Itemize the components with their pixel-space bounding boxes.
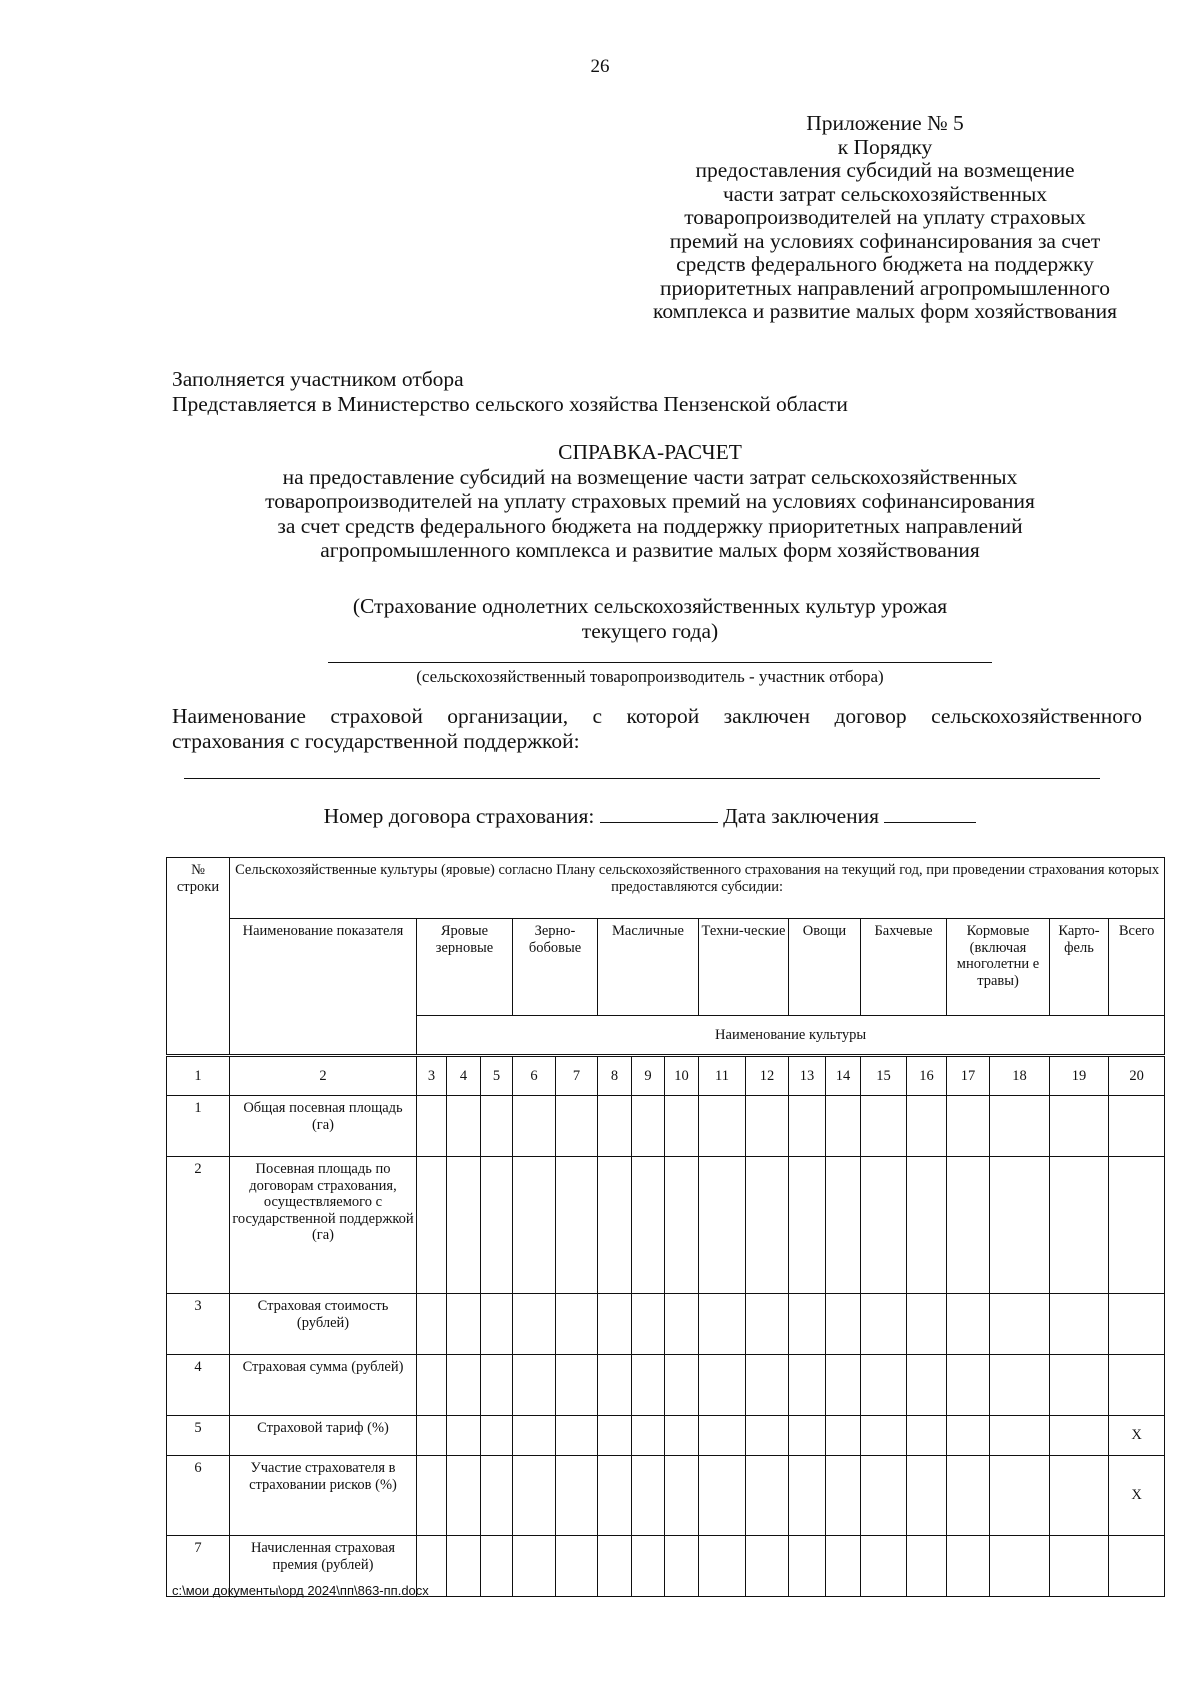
data-cell[interactable]	[699, 1294, 746, 1355]
contract-number-field[interactable]	[600, 804, 718, 823]
data-cell[interactable]	[826, 1157, 861, 1294]
data-cell[interactable]	[861, 1416, 907, 1456]
row-number: 1	[167, 1096, 230, 1157]
data-cell[interactable]	[861, 1157, 907, 1294]
row-indicator-label: Страховая сумма (рублей)	[230, 1355, 417, 1416]
contract-number-label: Номер договора страхования:	[323, 804, 595, 828]
data-cell[interactable]	[907, 1416, 947, 1456]
data-cell[interactable]	[556, 1456, 598, 1536]
appendix-line: средств федерального бюджета на поддержку	[676, 252, 1094, 276]
total-cell[interactable]	[1109, 1294, 1165, 1355]
group-header-melons: Бахчевые	[861, 919, 947, 1016]
column-number: 18	[990, 1056, 1050, 1096]
data-cell[interactable]	[665, 1096, 699, 1157]
row-indicator-label: Начисленная страховая премия (рублей)	[230, 1536, 417, 1597]
data-cell[interactable]	[447, 1416, 481, 1456]
data-cell[interactable]	[990, 1355, 1050, 1416]
data-cell[interactable]	[556, 1096, 598, 1157]
group-header-vegetables: Овощи	[789, 919, 861, 1016]
column-number: 17	[947, 1056, 990, 1096]
data-cell[interactable]	[417, 1157, 447, 1294]
data-cell[interactable]	[699, 1416, 746, 1456]
column-number: 8	[598, 1056, 632, 1096]
data-cell[interactable]	[699, 1456, 746, 1536]
data-cell[interactable]	[1050, 1096, 1109, 1157]
indicator-name-header: Наименование показателя	[230, 919, 417, 1056]
table-row	[167, 1355, 1165, 1416]
row-number: 2	[167, 1157, 230, 1294]
data-cell[interactable]	[947, 1096, 990, 1157]
data-cell[interactable]	[826, 1355, 861, 1416]
data-cell[interactable]	[990, 1096, 1050, 1157]
data-cell[interactable]	[990, 1416, 1050, 1456]
data-cell[interactable]	[481, 1157, 513, 1294]
crops-main-header: Сельскохозяйственные культуры (яровые) согласно Плану сельскохозяйственного страхования на текущий год, при проведении страхования которых предоставляются субсидии:	[230, 858, 1165, 919]
row-number: 4	[167, 1355, 230, 1416]
data-cell[interactable]	[556, 1355, 598, 1416]
data-cell[interactable]	[789, 1294, 826, 1355]
group-header-potato: Карто-фель	[1050, 919, 1109, 1016]
data-cell[interactable]	[481, 1416, 513, 1456]
document-title: СПРАВКА-РАСЧЕТ	[558, 440, 742, 464]
data-cell[interactable]	[447, 1157, 481, 1294]
data-cell[interactable]	[447, 1294, 481, 1355]
data-cell[interactable]	[481, 1096, 513, 1157]
data-cell[interactable]	[598, 1294, 632, 1355]
data-cell[interactable]	[826, 1416, 861, 1456]
data-cell[interactable]	[665, 1157, 699, 1294]
data-cell[interactable]	[513, 1416, 556, 1456]
data-cell[interactable]	[861, 1294, 907, 1355]
data-cell[interactable]	[556, 1536, 598, 1597]
data-cell[interactable]	[447, 1355, 481, 1416]
column-number: 12	[746, 1056, 789, 1096]
row-number: 7	[167, 1536, 230, 1597]
data-cell[interactable]	[990, 1157, 1050, 1294]
data-cell[interactable]	[513, 1157, 556, 1294]
data-cell[interactable]	[947, 1294, 990, 1355]
column-number: 16	[907, 1056, 947, 1096]
data-cell[interactable]	[481, 1536, 513, 1597]
data-cell[interactable]	[789, 1157, 826, 1294]
data-cell[interactable]	[632, 1355, 665, 1416]
data-cell[interactable]	[907, 1157, 947, 1294]
insurance-type	[150, 594, 1150, 644]
data-cell[interactable]	[1050, 1157, 1109, 1294]
data-cell[interactable]	[1050, 1355, 1109, 1416]
data-cell[interactable]	[907, 1294, 947, 1355]
data-cell[interactable]	[947, 1416, 990, 1456]
data-cell[interactable]	[598, 1416, 632, 1456]
data-cell[interactable]	[598, 1456, 632, 1536]
data-cell[interactable]	[598, 1096, 632, 1157]
appendix-line: к Порядку	[837, 134, 933, 159]
column-number: 19	[1050, 1056, 1109, 1096]
data-cell[interactable]	[789, 1355, 826, 1416]
total-cell[interactable]	[1109, 1355, 1165, 1416]
appendix-line: предоставления субсидий на возмещение	[695, 158, 1075, 182]
data-cell[interactable]	[1050, 1416, 1109, 1456]
data-cell[interactable]	[513, 1536, 556, 1597]
data-cell[interactable]	[447, 1536, 481, 1597]
data-cell[interactable]	[947, 1157, 990, 1294]
column-number: 1	[167, 1056, 230, 1096]
row-number: 5	[167, 1416, 230, 1456]
document-subtitle-line: товаропроизводителей на уплату страховых премий на условиях софинансирования	[265, 489, 1035, 513]
contract-date-label: Дата заключения	[723, 804, 880, 828]
data-cell[interactable]	[632, 1416, 665, 1456]
data-cell[interactable]	[513, 1456, 556, 1536]
data-cell[interactable]	[907, 1456, 947, 1536]
data-cell[interactable]	[417, 1294, 447, 1355]
data-cell[interactable]	[417, 1456, 447, 1536]
data-cell[interactable]	[907, 1355, 947, 1416]
page-number: 26	[590, 56, 610, 77]
total-cell[interactable]: Х	[1109, 1416, 1165, 1456]
fill-notes	[172, 367, 848, 417]
table-row	[167, 1157, 1165, 1294]
data-cell[interactable]	[598, 1157, 632, 1294]
data-cell[interactable]	[513, 1096, 556, 1157]
row-indicator-label: Страховая стоимость (рублей)	[230, 1294, 417, 1355]
data-cell[interactable]	[481, 1355, 513, 1416]
total-cell[interactable]	[1109, 1096, 1165, 1157]
group-header-legumes: Зерно-бобовые	[513, 919, 598, 1016]
footer-file-path: c:\мои документы\орд 2024\пп\863-пп.docx	[172, 1583, 429, 1598]
column-number: 6	[513, 1056, 556, 1096]
data-cell[interactable]	[417, 1096, 447, 1157]
column-number: 14	[826, 1056, 861, 1096]
data-cell[interactable]	[826, 1096, 861, 1157]
column-number: 15	[861, 1056, 907, 1096]
data-cell[interactable]	[789, 1416, 826, 1456]
column-number: 5	[481, 1056, 513, 1096]
insurer-label-line2: страхования с государственной поддержкой:	[172, 729, 580, 753]
data-cell[interactable]	[990, 1456, 1050, 1536]
data-cell[interactable]	[746, 1416, 789, 1456]
data-cell[interactable]	[861, 1456, 907, 1536]
data-cell[interactable]	[990, 1536, 1050, 1597]
appendix-line: приоритетных направлений агропромышленного	[660, 275, 1110, 300]
data-cell[interactable]	[665, 1456, 699, 1536]
table-row	[167, 1096, 1165, 1157]
producer-name-field[interactable]	[328, 662, 992, 663]
data-cell[interactable]	[699, 1536, 746, 1597]
contract-date-field[interactable]	[884, 804, 976, 823]
document-subtitle-line: на предоставление субсидий на возмещение части затрат сельскохозяйственных	[282, 464, 1018, 489]
column-number: 13	[789, 1056, 826, 1096]
data-cell[interactable]	[665, 1416, 699, 1456]
row-number: 3	[167, 1294, 230, 1355]
table-row	[167, 1416, 1165, 1456]
column-number: 10	[665, 1056, 699, 1096]
data-cell[interactable]	[826, 1294, 861, 1355]
data-cell[interactable]	[826, 1536, 861, 1597]
column-number: 7	[556, 1056, 598, 1096]
insurance-type-line: (Страхование однолетних сельскохозяйственных культур урожая	[352, 594, 948, 618]
calculation-table	[166, 857, 1165, 1597]
insurer-label-line1: Наименование страховой организации, с которой заключен договор сельскохозяйственного	[172, 704, 1142, 728]
group-header-oilseeds: Масличные	[598, 919, 699, 1016]
data-cell[interactable]	[861, 1355, 907, 1416]
column-number: 20	[1109, 1056, 1165, 1096]
total-cell[interactable]	[1109, 1157, 1165, 1294]
total-cell[interactable]	[1109, 1536, 1165, 1597]
data-cell[interactable]	[947, 1536, 990, 1597]
data-cell[interactable]	[417, 1416, 447, 1456]
group-header-total: Всего	[1109, 919, 1165, 1016]
culture-name-header: Наименование культуры	[417, 1016, 1165, 1056]
group-header-technical: Техни-ческие	[699, 919, 789, 1016]
appendix-line: комплекса и развитие малых форм хозяйствования	[652, 299, 1117, 323]
data-cell[interactable]	[598, 1355, 632, 1416]
data-cell[interactable]	[556, 1416, 598, 1456]
data-cell[interactable]	[746, 1157, 789, 1294]
data-cell[interactable]	[861, 1536, 907, 1597]
data-cell[interactable]	[481, 1294, 513, 1355]
data-cell[interactable]	[1050, 1456, 1109, 1536]
table-row	[167, 1456, 1165, 1536]
row-indicator-label: Посевная площадь по договорам страхования, осуществляемого с государственной поддержкой (га)	[230, 1157, 417, 1294]
data-cell[interactable]	[513, 1294, 556, 1355]
row-number: 6	[167, 1456, 230, 1536]
column-number-row	[167, 1056, 1165, 1096]
row-indicator-label: Участие страхователя в страховании рисков (%)	[230, 1456, 417, 1536]
data-cell[interactable]	[632, 1536, 665, 1597]
data-cell[interactable]	[990, 1294, 1050, 1355]
data-cell[interactable]	[947, 1355, 990, 1416]
group-header-fodder: Кормовые (включая многолетни е травы)	[947, 919, 1050, 1016]
document-subtitle-line: агропромышленного комплекса и развитие малых форм хозяйствования	[320, 538, 980, 562]
column-number: 2	[230, 1056, 417, 1096]
document-subtitle-line: за счет средств федерального бюджета на поддержку приоритетных направлений	[277, 513, 1023, 538]
data-cell[interactable]	[632, 1157, 665, 1294]
column-number: 9	[632, 1056, 665, 1096]
data-cell[interactable]	[665, 1294, 699, 1355]
data-cell[interactable]	[746, 1096, 789, 1157]
data-cell[interactable]	[907, 1536, 947, 1597]
data-cell[interactable]	[417, 1355, 447, 1416]
data-cell[interactable]	[699, 1096, 746, 1157]
column-number: 4	[447, 1056, 481, 1096]
calculation-table-wrap	[166, 857, 1164, 1597]
data-cell[interactable]	[699, 1157, 746, 1294]
data-cell[interactable]	[556, 1294, 598, 1355]
data-cell[interactable]	[947, 1456, 990, 1536]
table-row	[167, 1294, 1165, 1355]
data-cell[interactable]	[665, 1355, 699, 1416]
data-cell[interactable]	[447, 1096, 481, 1157]
data-cell[interactable]	[632, 1096, 665, 1157]
data-cell[interactable]	[1050, 1294, 1109, 1355]
data-cell[interactable]	[746, 1456, 789, 1536]
data-cell[interactable]	[746, 1294, 789, 1355]
total-cell[interactable]: Х	[1109, 1456, 1165, 1536]
row-indicator-label: Страховой тариф (%)	[230, 1416, 417, 1456]
appendix-line: Приложение № 5	[806, 111, 964, 135]
insurer-name-field[interactable]	[184, 778, 1100, 779]
column-number: 3	[417, 1056, 447, 1096]
appendix-line: премий на условиях софинансирования за счет	[669, 228, 1101, 253]
data-cell[interactable]	[481, 1456, 513, 1536]
data-cell[interactable]	[665, 1536, 699, 1597]
appendix-line: части затрат сельскохозяйственных	[722, 181, 1048, 206]
data-cell[interactable]	[746, 1355, 789, 1416]
appendix-header	[620, 112, 1150, 324]
producer-caption: (сельскохозяйственный товаропроизводитель - участник отбора)	[416, 667, 884, 686]
group-header-spring-grain: Яровые зерновые	[417, 919, 513, 1016]
data-cell[interactable]	[699, 1355, 746, 1416]
submitted-to-note: Представляется в Министерство сельского хозяйства Пензенской области	[172, 392, 848, 416]
row-indicator-label: Общая посевная площадь (га)	[230, 1096, 417, 1157]
document-title-block	[150, 440, 1150, 563]
data-cell[interactable]	[789, 1096, 826, 1157]
data-cell[interactable]	[632, 1294, 665, 1355]
data-cell[interactable]	[789, 1456, 826, 1536]
filled-by-note: Заполняется участником отбора	[172, 367, 464, 391]
data-cell[interactable]	[826, 1456, 861, 1536]
data-cell[interactable]	[632, 1456, 665, 1536]
data-cell[interactable]	[1050, 1536, 1109, 1597]
data-cell[interactable]	[789, 1536, 826, 1597]
appendix-line: товаропроизводителей на уплату страховых	[684, 205, 1086, 229]
data-cell[interactable]	[447, 1456, 481, 1536]
data-cell[interactable]	[907, 1096, 947, 1157]
contract-info	[150, 804, 1150, 829]
data-cell[interactable]	[746, 1536, 789, 1597]
data-cell[interactable]	[513, 1355, 556, 1416]
data-cell[interactable]	[861, 1096, 907, 1157]
insurance-type-line: текущего года)	[581, 619, 719, 643]
column-number: 11	[699, 1056, 746, 1096]
data-cell[interactable]	[598, 1536, 632, 1597]
data-cell[interactable]	[556, 1157, 598, 1294]
row-number-header: № строки	[167, 858, 230, 1056]
